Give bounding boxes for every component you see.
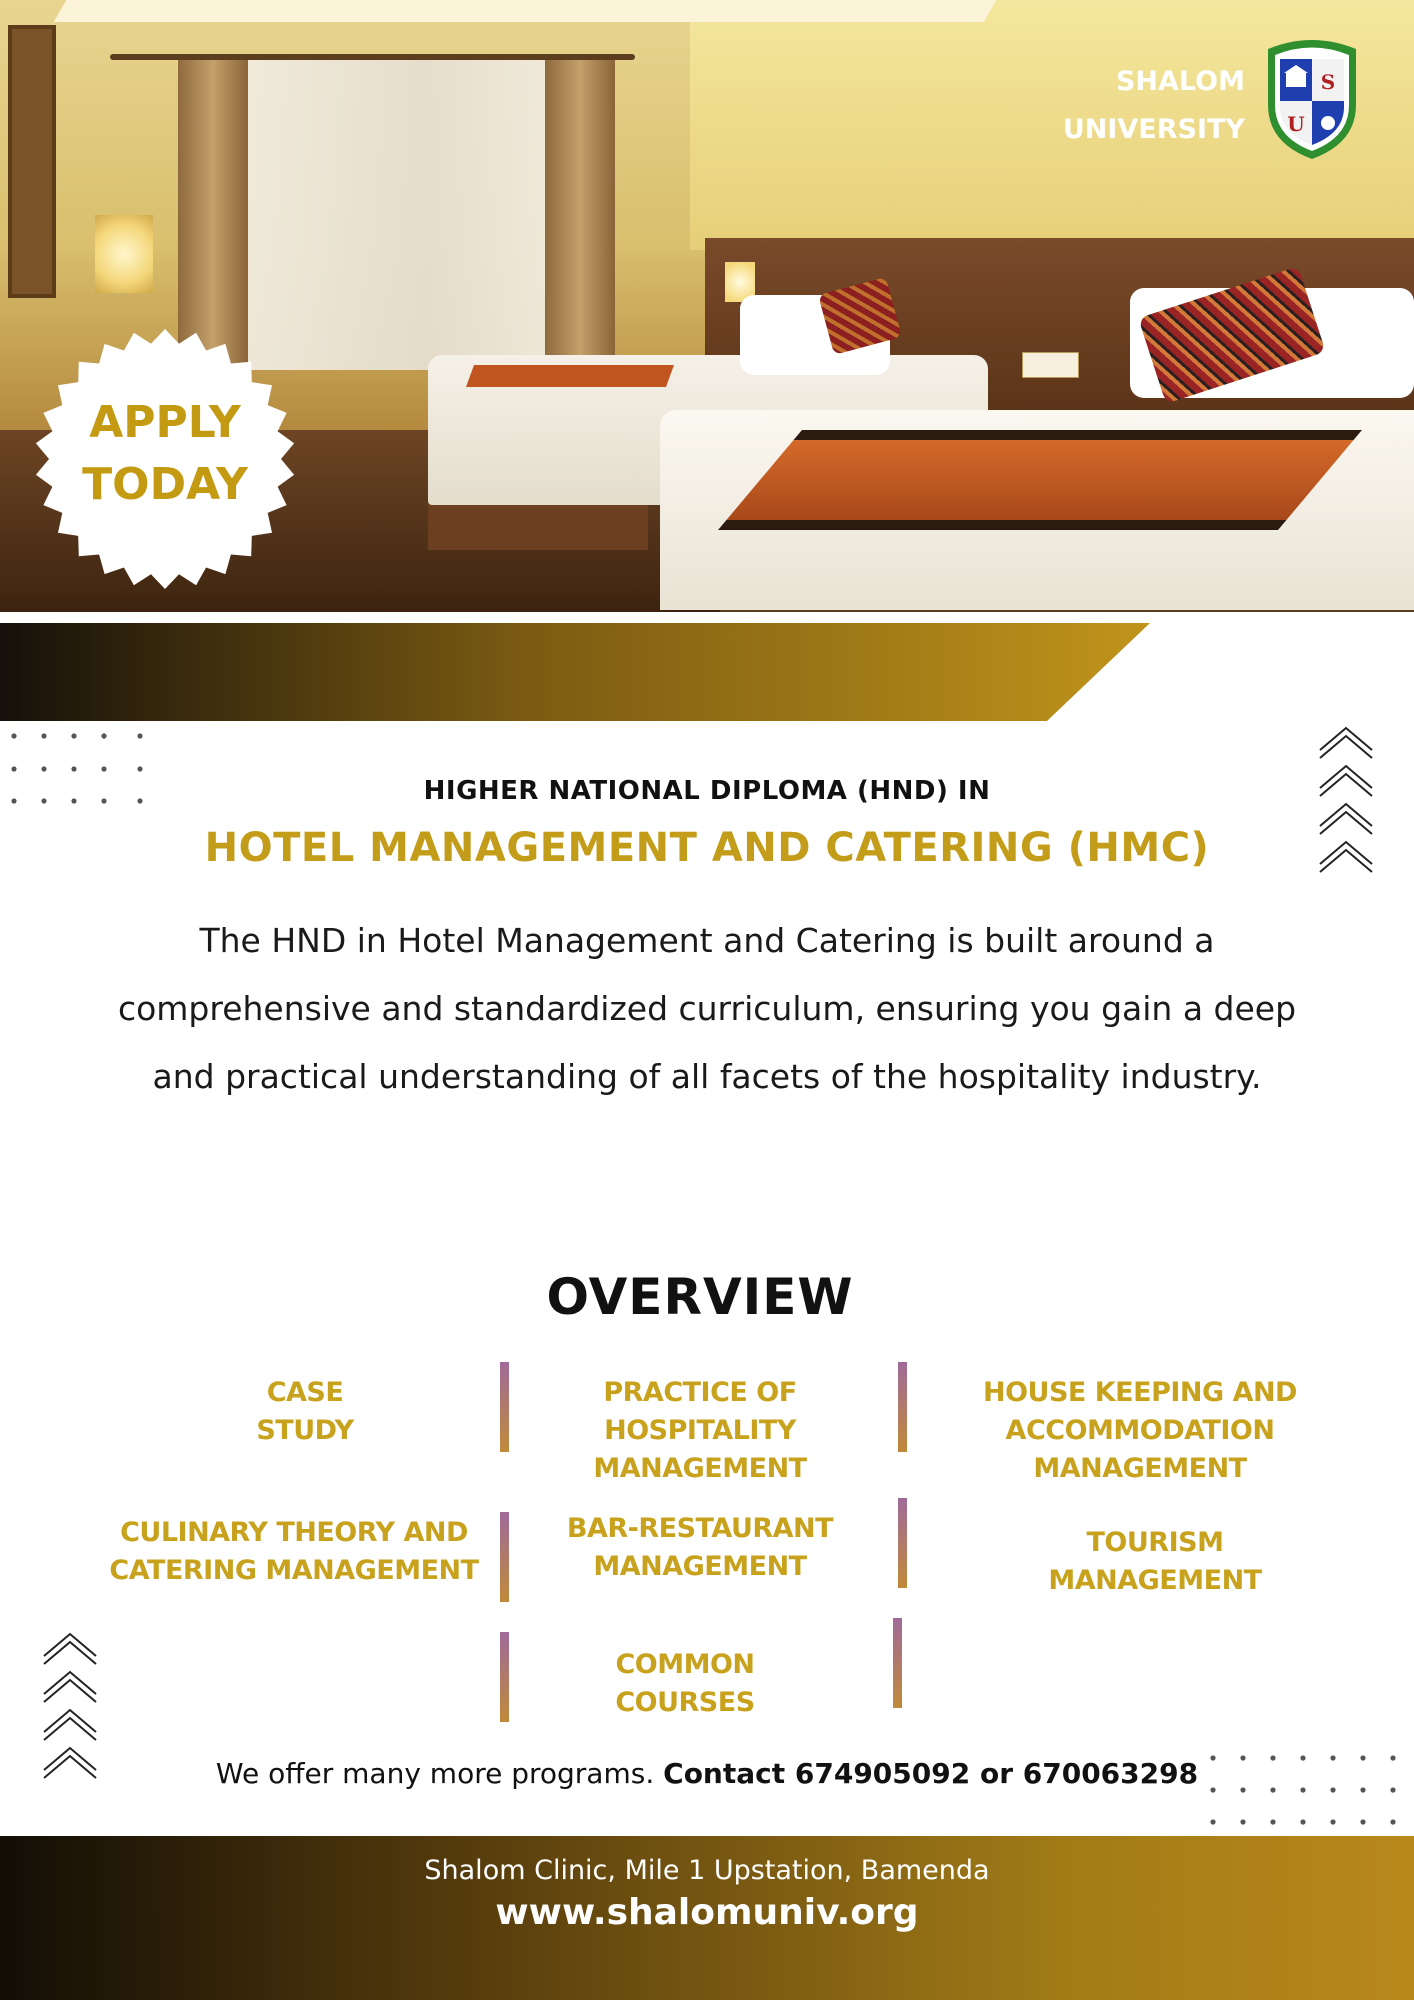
gold-banner-stripe	[0, 623, 1150, 721]
description-line-1: The HND in Hotel Management and Catering is built around a	[199, 921, 1215, 960]
course-divider	[500, 1362, 509, 1452]
contact-line	[0, 1757, 1414, 1790]
university-crest-icon	[1258, 35, 1366, 163]
curtain-rod	[110, 54, 635, 60]
course-divider	[500, 1632, 509, 1722]
contact-phones[interactable]: Contact 674905092 or 670063298	[663, 1757, 1199, 1790]
crest-letter-u: U	[1287, 112, 1305, 136]
university-name-line-1: SHALOM	[1115, 66, 1245, 97]
wall-mirror	[8, 25, 56, 298]
apply-today-text	[34, 392, 296, 516]
wall-socket	[1022, 352, 1079, 378]
overview-title: OVERVIEW	[546, 1268, 854, 1326]
course-item: CULINARY THEORY AND CATERING MANAGEMENT	[109, 1517, 479, 1586]
contact-lead: We offer many more programs.	[215, 1757, 655, 1790]
course-item: HOUSE KEEPING AND ACCOMMODATION MANAGEMENT	[983, 1377, 1297, 1484]
description-line-2: comprehensive and standardized curriculum, ensuring you gain a deep	[117, 989, 1297, 1028]
badge-line-1: APPLY	[89, 397, 241, 448]
course-item: PRACTICE OF HOSPITALITY MANAGEMENT	[593, 1377, 807, 1484]
university-name-line-2: UNIVERSITY	[1062, 114, 1245, 145]
footer-website-link[interactable]: www.shalomuniv.org	[495, 1892, 919, 1933]
crest-letter-s: S	[1320, 70, 1336, 94]
course-divider	[893, 1618, 902, 1708]
course-item: BAR-RESTAURANT MANAGEMENT	[566, 1513, 834, 1582]
course-divider	[500, 1512, 509, 1602]
program-description	[40, 907, 1374, 1111]
course-divider	[898, 1362, 907, 1452]
wall-lamp	[95, 215, 153, 293]
course-item: CASE STUDY	[256, 1377, 354, 1446]
curtain-right	[545, 60, 615, 370]
curtain-left	[178, 60, 248, 370]
bed-runner-left	[466, 365, 674, 387]
bed-runner-right	[718, 430, 1362, 530]
program-title: HOTEL MANAGEMENT AND CATERING (HMC)	[204, 825, 1210, 871]
badge-line-2: TODAY	[82, 459, 248, 510]
university-name	[1010, 58, 1245, 154]
course-divider	[898, 1498, 907, 1588]
course-item: TOURISM MANAGEMENT	[1048, 1527, 1262, 1596]
footer-address: Shalom Clinic, Mile 1 Upstation, Bamenda	[424, 1855, 990, 1886]
course-item: COMMON COURSES	[615, 1649, 755, 1718]
program-kicker: HIGHER NATIONAL DIPLOMA (HND) IN	[423, 776, 991, 806]
description-line-3: and practical understanding of all facets of the hospitality industry.	[152, 1057, 1262, 1096]
